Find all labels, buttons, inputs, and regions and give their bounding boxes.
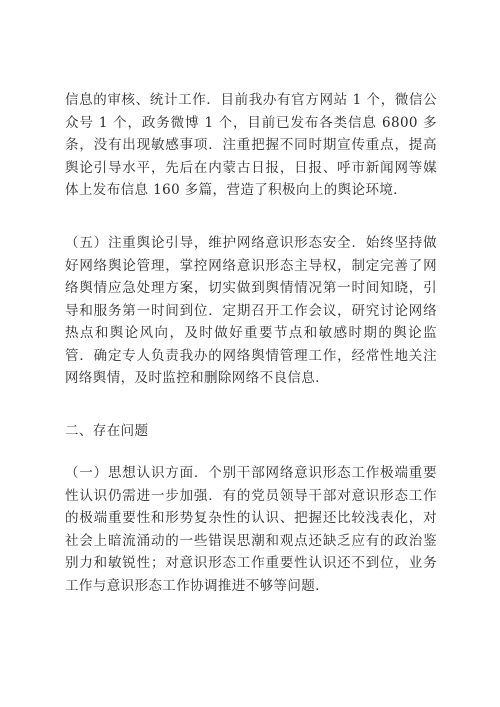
section-heading-existing-problems: 二、存在问题: [65, 423, 149, 439]
paragraph-media-statistics: 信息的审核、统计工作．目前我办有官方网站 1 个，微信公众号 1 个，政务微博 1 个，目前已发布各类信息 6800 多条，没有出现敏感事项．注重把握不同时期宣传重点，提高舆论引导水平，先后在内蒙古日报，日报、呼市新闻网等媒体上发布信息 160 多篇，营造了积极向上的舆论环境．: [65, 92, 437, 198]
paragraph-public-opinion-guidance: （五）注重舆论引导，维护网络意识形态安全．始终坚持做好网络舆论管理，掌控网络意识形态主导权，制定完善了网络舆情应急处理方案，切实做到舆情情况第一时间知晓，引导和服务第一时间到位．定期召开工作会议，研究讨论网络热点和舆论风向，及时做好重要节点和敏感时期的舆论监管．确定专人负责我办的网络舆情管理工作，经常性地关注网络舆情，及时监控和删除网络不良信息．: [65, 235, 437, 386]
paragraph-ideological-awareness: （一）思想认识方面．个别干部网络意识形态工作极端重要性认识仍需进一步加强．有的党员领导干部对意识形态工作的极端重要性和形势复杂性的认识、把握还比较浅表化，对社会上暗流涌动的一些错误思潮和观点还缺乏应有的政治鉴别力和敏锐性；对意识形态工作重要性认识还不到位，业务工作与意识形态工作协调推进不够等问题．: [65, 465, 437, 594]
